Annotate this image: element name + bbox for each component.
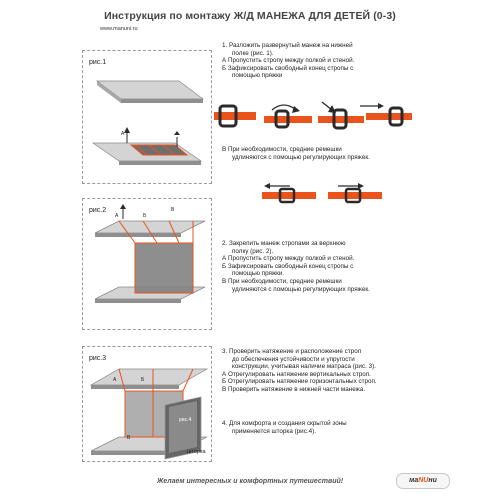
section-4-text: [222, 420, 492, 435]
figure-2-label: рис.2: [89, 207, 107, 214]
section-1-text: [222, 42, 492, 80]
footer-text: Желаем интересных и комфортных путешествий!: [156, 478, 344, 485]
figure-2-panel: [82, 198, 212, 330]
section-3-line-5: Б Отрегулировать натяжение горизонтальных строп.: [222, 378, 377, 386]
section-1-line-2: полке (рис. 1).: [232, 49, 274, 57]
section-2-line-1: 2. Закрепить манеж стропами за верхнюю: [222, 240, 346, 247]
section-1-line-4: Б Зафиксировать свободный конец стропы с: [222, 64, 354, 72]
section-3-line-2: до обеспечения устойчивости и упругости: [232, 355, 355, 363]
logo-part-2: NU: [418, 477, 429, 484]
logo-part-3: ни: [428, 477, 437, 484]
section-1-line-7: удлиняются с помощью регулирующих пряжек.: [232, 153, 370, 161]
logo-part-1: ма: [409, 477, 419, 484]
figure-1-label: рис.1: [89, 59, 107, 66]
website-url: www.manuni.ru: [100, 26, 138, 32]
figure-3-illustration: [83, 347, 211, 461]
page-title: Инструкция по монтажу Ж/Д МАНЕЖА ДЛЯ ДЕТЕЙ (0-3): [104, 10, 396, 22]
figure-2-letter-v: В: [171, 207, 175, 213]
adjust-buckle-illustration: [262, 180, 382, 212]
section-1-line-3: А Пропустить стропу между полкой и стеной.: [222, 57, 355, 65]
buckle-steps-illustration: [214, 96, 414, 136]
section-2-line-7: удлиняются с помощью регулирующих пряжек.: [232, 285, 370, 293]
section-3-line-6: В Проверить натяжение в нижней части манежа.: [222, 385, 366, 393]
section-3-text: [222, 348, 492, 394]
section-2-line-2: полку (рис. 2).: [232, 247, 274, 255]
section-2-line-5: помощью пряжки.: [232, 270, 285, 278]
section-2-text: [222, 240, 492, 293]
section-3-line-4: А Отрегулировать натяжение вертикальных строп.: [222, 370, 371, 378]
figure-2-letter-b: Б: [143, 213, 147, 219]
figure-3-letter-a: А: [113, 377, 117, 383]
figure-2-illustration: [83, 199, 211, 329]
section-3-line-1: 3. Проверить натяжение и расположение строп: [222, 348, 362, 355]
section-3-line-3: конструкции, учитывая наличие матраса (рис. 3).: [232, 363, 376, 371]
figure-3-label: рис.3: [89, 355, 107, 362]
figure-3-panel: [82, 346, 212, 462]
section-1-line-6: В При необходимости, средние ремешки: [222, 146, 342, 153]
section-1-line-1: 1. Разложить развернутый манеж на нижней: [222, 42, 353, 49]
figure-3-letter-b: Б: [141, 377, 145, 383]
section-4-line-1: 4. Для комфорта и создания скрытой зоны: [222, 420, 347, 427]
section-1-note: [222, 146, 492, 161]
section-4-line-2: применяется шторка (рис.4).: [232, 427, 316, 435]
section-1-line-5: помощью пряжки: [232, 72, 283, 80]
figure-1-illustration: [83, 51, 211, 183]
section-2-line-6: В При необходимости, средние ремешки: [222, 277, 342, 285]
manuni-logo: [396, 473, 450, 489]
figure-1-panel: [82, 50, 212, 184]
curtain-label: шторка: [187, 449, 206, 455]
section-2-line-3: А Пропустить стропу между полкой и стеной.: [222, 255, 355, 263]
figure-1-letter-a: А: [121, 131, 125, 137]
section-2-line-4: Б Зафиксировать свободный конец стропы с: [222, 262, 354, 270]
figure-2-letter-a: А: [115, 213, 119, 219]
figure-3-letter-v: В: [127, 435, 131, 441]
figure-4-label: рис.4: [179, 417, 192, 423]
